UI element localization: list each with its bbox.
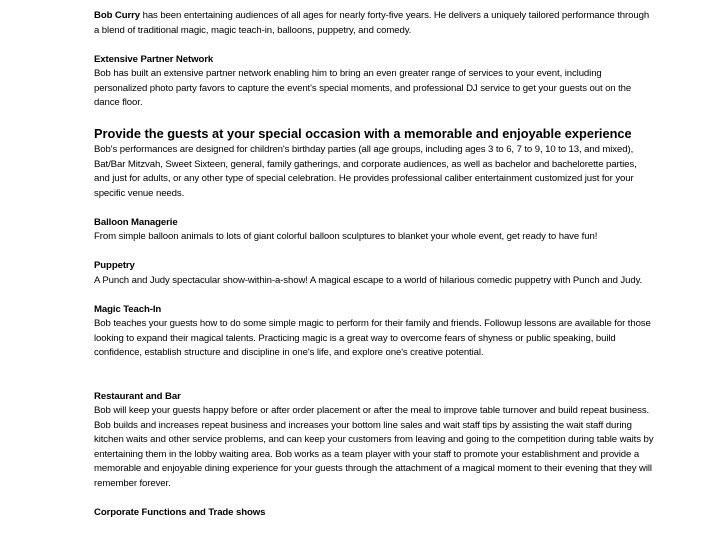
restaurant-heading: Restaurant and Bar: [94, 390, 181, 402]
teach-in-body: Bob teaches your guests how to do some simple magic to perform for their family and friends. Followup lessons are available for those looking to expand their magical talents. Practicing magic is a great way to overcome fears of shyness or public speaking, build confidence, establish structure and discipline in one's life, and explore one's creative potential.: [94, 318, 651, 358]
occasion-heading: Provide the guests at your special occasion with a memorable and enjoyable experience: [94, 126, 632, 141]
intro-text: has been entertaining audiences of all ages for nearly forty-five years. He delivers a uniquely tailored performance through a blend of traditional magic, magic teach-in, balloons, puppetry, and comedy.: [94, 10, 650, 36]
section-spacer: [94, 375, 654, 390]
restaurant-body: Bob will keep your guests happy before or after order placement or after the meal to improve table turnover and build repeat business. Bob builds and increases repeat business and increases your bottom line sales and wait staff tips by assisting the wait staff during kitchen waits and other service problems, and can keep your customers from leaving and going to the competition during table waits by entertaining them in the lobby waiting area. Bob works as a team player with your staff to promote your establishment and provide a memorable and enjoyable dining experience for your guests through the attachment of a magical moment to their evening that they will remember forever.: [94, 405, 654, 489]
partner-network-body: Bob has built an extensive partner network enabling him to bring an even greater range of services to your event, including personalized photo party favors to capture the event's special moments, and professional DJ service to get your guests out on the dance floor.: [94, 68, 632, 108]
puppetry-heading: Puppetry: [94, 260, 135, 271]
document-page: [94, 9, 654, 520]
balloon-body: From simple balloon animals to lots of giant colorful balloon sculptures to blanket your whole event, get ready to have fun!: [94, 231, 598, 242]
intro-paragraph: [94, 9, 654, 38]
puppetry-body: A Punch and Judy spectacular show-within-a-show! A magical escape to a world of hilarious comedic puppetry with Punch and Judy.: [94, 274, 643, 286]
balloon-heading: Balloon Managerie: [94, 216, 178, 228]
performer-name: Bob Curry: [94, 10, 141, 21]
corporate-heading: Corporate Functions and Trade shows: [94, 506, 266, 518]
teach-in-heading: Magic Teach-In: [94, 303, 162, 315]
partner-network-heading: Extensive Partner Network: [94, 53, 214, 65]
occasion-body: Bob's performances are designed for children's birthday parties (all age groups, including ages 3 to 6, 7 to 9, 10 to 13, and mixed), Bat/Bar Mitzvah, Sweet Sixteen, general, family gatherings, and corporate audiences, as well as bachelor and bachelorette parties, and just for adults, or any other type of special celebration. He provides professional caliber entertainment customized just for your specific venue needs.: [94, 144, 637, 199]
